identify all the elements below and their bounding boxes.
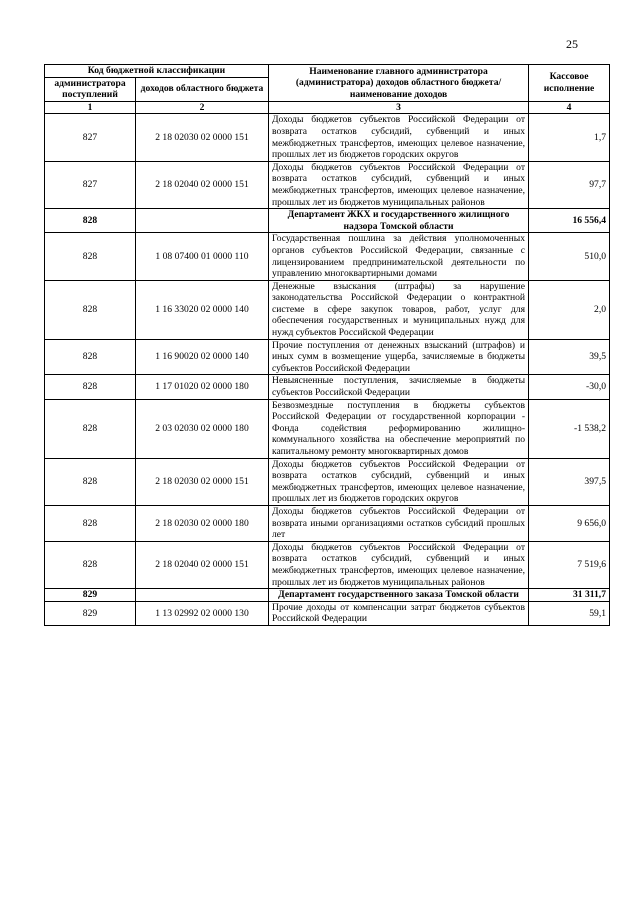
income-name-cell: Прочие доходы от компенсации затрат бюджетов субъектов Российской Федерации <box>269 601 529 625</box>
amount-cell: 9 656,0 <box>529 505 610 541</box>
table-row <box>45 280 610 339</box>
table-row <box>45 339 610 375</box>
table-body <box>45 114 610 626</box>
amount-cell: 1,7 <box>529 114 610 161</box>
amount-cell: 7 519,6 <box>529 541 610 588</box>
admin-code-cell: 828 <box>45 339 136 375</box>
column-number-2: 2 <box>136 101 269 114</box>
table-row <box>45 505 610 541</box>
amount-cell: 59,1 <box>529 601 610 625</box>
amount-cell: 16 556,4 <box>529 209 610 233</box>
income-code-cell <box>136 589 269 602</box>
income-code-cell: 2 18 02040 02 0000 151 <box>136 161 269 208</box>
admin-code-cell: 828 <box>45 209 136 233</box>
income-name-cell: Денежные взыскания (штрафы) за нарушение законодательства Российской Федерации о контрактной системе в сфере закупок товаров, работ, услуг для обеспечения государственных и муниципальных нужд для нужд субъектов Российской Федерации <box>269 280 529 339</box>
admin-code-cell: 828 <box>45 375 136 399</box>
header-group-code: Код бюджетной классификации <box>45 65 269 78</box>
amount-cell: 2,0 <box>529 280 610 339</box>
header-admin: администратора поступлений <box>45 77 136 101</box>
income-code-cell: 1 16 33020 02 0000 140 <box>136 280 269 339</box>
income-name-cell: Безвозмездные поступления в бюджеты субъектов Российской Федерации от государственной корпорации - Фонда содействия реформированию жилищно-коммунального хозяйства на обеспечение мероприятий по капитальному ремонту многоквартирных домов <box>269 399 529 458</box>
admin-code-cell: 827 <box>45 114 136 161</box>
column-number-1: 1 <box>45 101 136 114</box>
admin-code-cell: 828 <box>45 458 136 505</box>
amount-cell: -30,0 <box>529 375 610 399</box>
amount-cell: 397,5 <box>529 458 610 505</box>
income-code-cell <box>136 209 269 233</box>
department-row <box>45 209 610 233</box>
income-code-cell: 1 16 90020 02 0000 140 <box>136 339 269 375</box>
income-name-cell: Доходы бюджетов субъектов Российской Федерации от возврата остатков субсидий, субвенций и иных межбюджетных трансфертов, имеющих целевое назначение, прошлых лет из бюджетов муниципальных районов <box>269 541 529 588</box>
table-row <box>45 114 610 161</box>
table-row <box>45 541 610 588</box>
income-name-cell: Невыясненные поступления, зачисляемые в бюджеты субъектов Российской Федерации <box>269 375 529 399</box>
income-code-cell: 2 18 02040 02 0000 151 <box>136 541 269 588</box>
income-code-cell: 2 03 02030 02 0000 180 <box>136 399 269 458</box>
amount-cell: 39,5 <box>529 339 610 375</box>
admin-code-cell: 828 <box>45 399 136 458</box>
budget-table <box>44 64 610 626</box>
income-name-cell: Доходы бюджетов субъектов Российской Федерации от возврата остатков субсидий, субвенций и иных межбюджетных трансфертов, имеющих целевое назначение, прошлых лет из бюджетов городских округов <box>269 114 529 161</box>
admin-code-cell: 829 <box>45 589 136 602</box>
admin-code-cell: 829 <box>45 601 136 625</box>
income-name-cell: Департамент ЖКХ и государственного жилищного надзора Томской области <box>269 209 529 233</box>
amount-cell: 97,7 <box>529 161 610 208</box>
income-code-cell: 2 18 02030 02 0000 180 <box>136 505 269 541</box>
header-name: Наименование главного администратора (администратора) доходов областного бюджета/ наименование доходов <box>269 65 529 102</box>
amount-cell: 510,0 <box>529 233 610 280</box>
income-name-cell: Прочие поступления от денежных взысканий (штрафов) и иных сумм в возмещение ущерба, зачисляемые в бюджеты субъектов Российской Федерации <box>269 339 529 375</box>
table-row <box>45 375 610 399</box>
income-name-cell: Доходы бюджетов субъектов Российской Федерации от возврата остатков субсидий, субвенций и иных межбюджетных трансфертов, имеющих целевое назначение, прошлых лет из бюджетов городских округов <box>269 458 529 505</box>
income-code-cell: 2 18 02030 02 0000 151 <box>136 458 269 505</box>
header-amount: Кассовое исполнение <box>529 65 610 102</box>
table-row <box>45 399 610 458</box>
income-name-cell: Государственная пошлина за действия уполномоченных органов субъектов Российской Федерации, связанные с лицензированием предпринимательской деятельности по управлению многоквартирными домами <box>269 233 529 280</box>
income-name-cell: Доходы бюджетов субъектов Российской Федерации от возврата остатков субсидий, субвенций и иных межбюджетных трансфертов, имеющих целевое назначение, прошлых лет из бюджетов муниципальных районов <box>269 161 529 208</box>
column-number-4: 4 <box>529 101 610 114</box>
income-code-cell: 1 13 02992 02 0000 130 <box>136 601 269 625</box>
income-code-cell: 1 08 07400 01 0000 110 <box>136 233 269 280</box>
department-row <box>45 589 610 602</box>
admin-code-cell: 828 <box>45 280 136 339</box>
column-number-3: 3 <box>269 101 529 114</box>
income-code-cell: 2 18 02030 02 0000 151 <box>136 114 269 161</box>
amount-cell: 31 311,7 <box>529 589 610 602</box>
admin-code-cell: 828 <box>45 505 136 541</box>
header-income: доходов областного бюджета <box>136 77 269 101</box>
income-name-cell: Департамент государственного заказа Томской области <box>269 589 529 602</box>
admin-code-cell: 827 <box>45 161 136 208</box>
admin-code-cell: 828 <box>45 541 136 588</box>
table-row <box>45 233 610 280</box>
page-number: 25 <box>566 37 578 51</box>
table-row <box>45 161 610 208</box>
table-row <box>45 601 610 625</box>
amount-cell: -1 538,2 <box>529 399 610 458</box>
income-code-cell: 1 17 01020 02 0000 180 <box>136 375 269 399</box>
income-name-cell: Доходы бюджетов субъектов Российской Федерации от возврата иными организациями остатков субсидий прошлых лет <box>269 505 529 541</box>
admin-code-cell: 828 <box>45 233 136 280</box>
table-row <box>45 458 610 505</box>
